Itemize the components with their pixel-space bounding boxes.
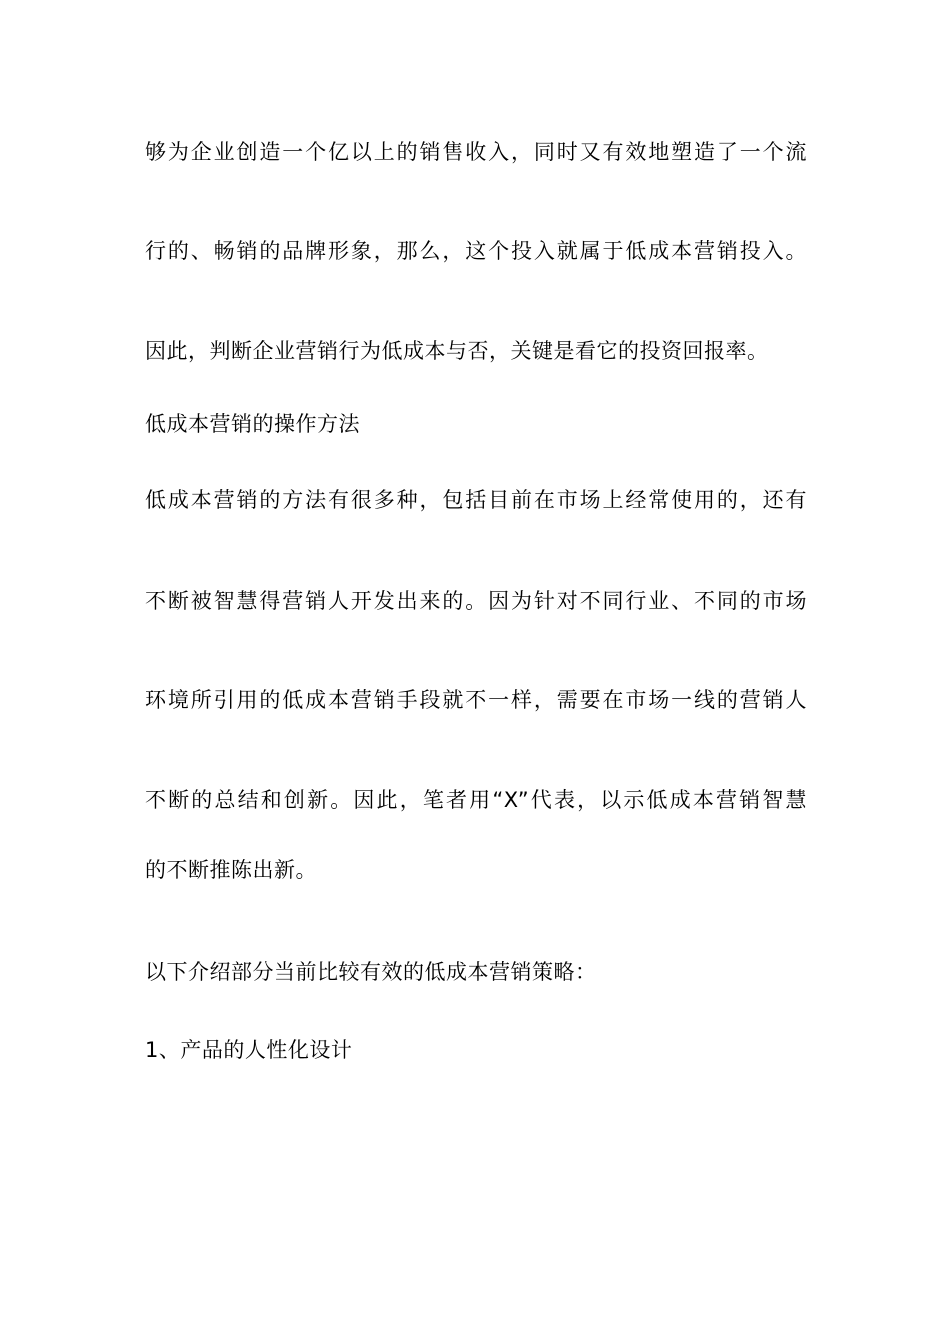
paragraph-line: 不断被智慧得营销人开发出来的。因为针对不同行业、不同的市场 bbox=[145, 589, 807, 613]
paragraph-line: 够为企业创造一个亿以上的销售收入，同时又有效地塑造了一个流 bbox=[145, 140, 807, 164]
paragraph-line: 因此，判断企业营销行为低成本与否，关键是看它的投资回报率。 bbox=[145, 339, 769, 363]
paragraph-line: 环境所引用的低成本营销手段就不一样，需要在市场一线的营销人 bbox=[145, 688, 807, 712]
paragraph-line: 行的、畅销的品牌形象，那么，这个投入就属于低成本营销投入。 bbox=[145, 239, 807, 263]
paragraph-line: 不断的总结和创新。因此，笔者用“X”代表，以示低成本营销智慧 bbox=[145, 788, 807, 812]
list-item-heading: 1、产品的人性化设计 bbox=[145, 1038, 353, 1062]
paragraph-line: 的不断推陈出新。 bbox=[145, 858, 317, 882]
section-heading: 低成本营销的操作方法 bbox=[145, 412, 360, 436]
paragraph-line: 以下介绍部分当前比较有效的低成本营销策略： bbox=[145, 960, 597, 984]
paragraph-line: 低成本营销的方法有很多种，包括目前在市场上经常使用的，还有 bbox=[145, 488, 807, 512]
